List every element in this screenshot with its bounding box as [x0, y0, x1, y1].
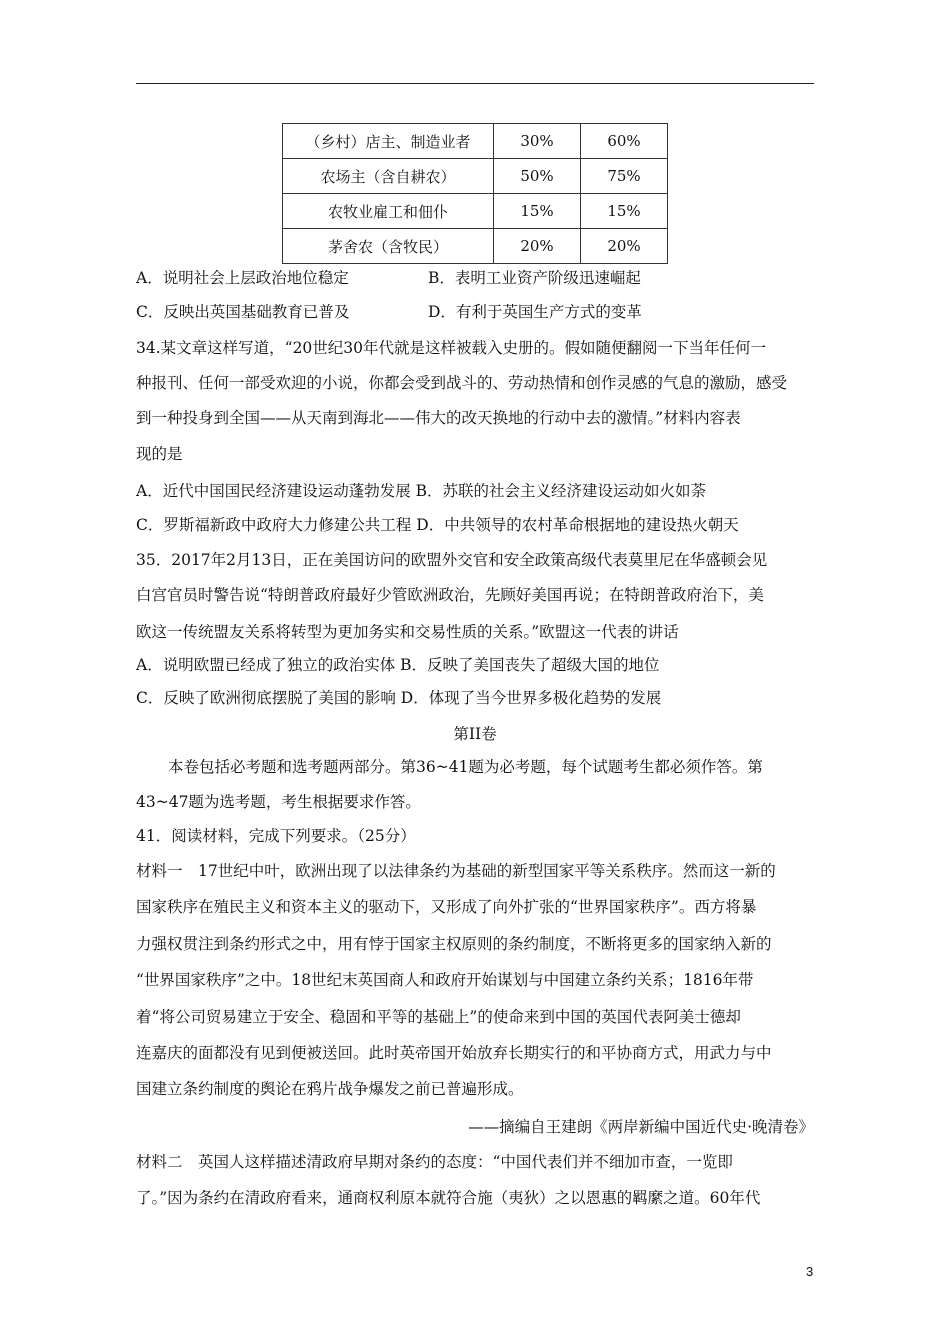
q35-text-line: 35．2017年2月13日，正在美国访问的欧盟外交官和安全政策高级代表莫里尼在华盛顿会见	[136, 551, 768, 569]
q34-text-line: 34.某文章这样写道，“20世纪30年代就是这样被载入史册的。假如随便翻阅一下当年任何一	[136, 339, 767, 357]
section-title: 第II卷	[453, 725, 497, 743]
q33-option-d: D．有利于英国生产方式的变革	[428, 303, 642, 321]
q41-title: 41．阅读材料，完成下列要求。（25分）	[136, 827, 416, 845]
table-row	[283, 229, 668, 264]
table-cell: 农牧业雇工和佃仆	[283, 194, 494, 229]
table-row	[283, 194, 668, 229]
table-cell: 20%	[581, 229, 668, 264]
q34-text-line: 种报刊、任何一部受欢迎的小说，你都会受到战斗的、劳动热情和创作灵感的气息的激励，感受	[136, 374, 788, 392]
material2-line: 材料二 英国人这样描述清政府早期对条约的态度：“中国代表们并不细加市查，一览即	[136, 1153, 733, 1171]
material1-source: ——摘编自王建朗《两岸新编中国近代史·晚清卷》	[468, 1118, 814, 1136]
table-row	[283, 159, 668, 194]
material1-line: 国建立条约制度的舆论在鸦片战争爆发之前已普遍形成。	[136, 1080, 524, 1098]
page-number: 3	[806, 1264, 814, 1279]
table-cell: 20%	[494, 229, 581, 264]
q34-options-cd: C．罗斯福新政中政府大力修建公共工程 D．中共领导的农村革命根据地的建设热火朝天	[136, 516, 739, 534]
q33-option-c: C．反映出英国基础教育已普及	[136, 303, 350, 321]
table-cell: 50%	[494, 159, 581, 194]
material1-line: 材料一 17世纪中叶，欧洲出现了以法律条约为基础的新型国家平等关系秩序。然而这一新的	[136, 862, 776, 880]
table-row	[283, 124, 668, 159]
q34-text-line: 现的是	[136, 445, 183, 463]
header-rule	[136, 83, 814, 84]
table-cell: 茅舍农（含牧民）	[283, 229, 494, 264]
material1-line: 力强权贯注到条约形式之中，用有悖于国家主权原则的条约制度，不断将更多的国家纳入新的	[136, 935, 772, 953]
q35-text-line: 欧这一传统盟友关系将转型为更加务实和交易性质的关系。”欧盟这一代表的讲话	[136, 623, 679, 641]
table-cell: 75%	[581, 159, 668, 194]
table-cell: 30%	[494, 124, 581, 159]
section-intro-line: 本卷包括必考题和选考题两部分。第36~41题为必考题，每个试题考生都必须作答。第	[168, 758, 763, 776]
q33-option-b: B．表明工业资产阶级迅速崛起	[428, 269, 641, 287]
material2-line: 了。”因为条约在清政府看来，通商权利原本就符合施（夷狄）之以恩惠的羁縻之道。60年代	[136, 1189, 761, 1207]
q34-text-line: 到一种投身到全国——从天南到海北——伟大的改天换地的行动中去的激情。”材料内容表	[136, 409, 741, 427]
q35-text-line: 白宫官员时警告说“特朗普政府最好少管欧洲政治，先顾好美国再说；在特朗普政府治下，美	[136, 586, 764, 604]
table-cell: 15%	[494, 194, 581, 229]
q35-options-cd: C．反映了欧洲彻底摆脱了美国的影响 D．体现了当今世界多极化趋势的发展	[136, 689, 662, 707]
data-table	[282, 123, 668, 264]
q33-option-a: A．说明社会上层政治地位稳定	[136, 269, 349, 287]
table-cell: 15%	[581, 194, 668, 229]
table-cell: 农场主（含自耕农）	[283, 159, 494, 194]
material1-line: 国家秩序在殖民主义和资本主义的驱动下，又形成了向外扩张的“世界国家秩序”。西方将暴	[136, 898, 757, 916]
material1-line: 着“将公司贸易建立于安全、稳固和平等的基础上”的使命来到中国的英国代表阿美士德却	[136, 1008, 741, 1026]
q34-options-ab: A．近代中国国民经济建设运动蓬勃发展 B．苏联的社会主义经济建设运动如火如荼	[136, 482, 707, 500]
material1-line: “世界国家秩序”之中。18世纪末英国商人和政府开始谋划与中国建立条约关系；1816年带	[136, 971, 754, 989]
table-cell: 60%	[581, 124, 668, 159]
material1-line: 连嘉庆的面都没有见到便被送回。此时英帝国开始放弃长期实行的和平协商方式，用武力与中	[136, 1044, 772, 1062]
table-cell: （乡村）店主、制造业者	[283, 124, 494, 159]
section-intro-line: 43~47题为选考题，考生根据要求作答。	[136, 793, 421, 811]
q35-options-ab: A．说明欧盟已经成了独立的政治实体 B．反映了美国丧失了超级大国的地位	[136, 656, 660, 674]
